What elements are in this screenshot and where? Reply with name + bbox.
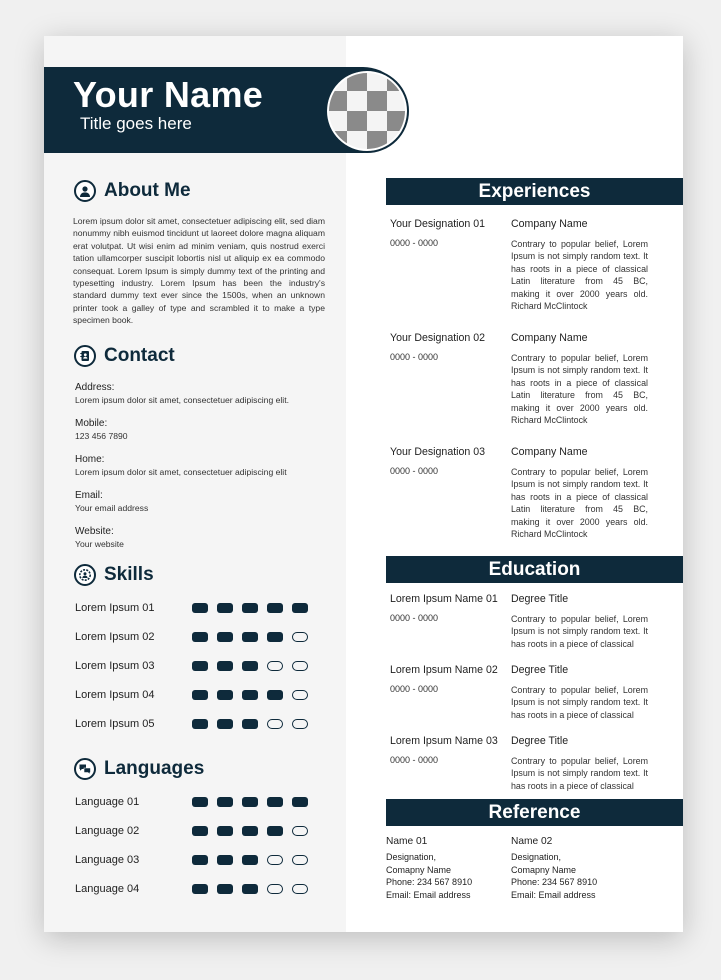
rating-dot-empty xyxy=(292,632,308,642)
experience-description: Contrary to popular belief, Lorem Ipsum is not simply random text. It has roots in a piece of classical Latin literature from 45 BC, making it over 2000 years old. Richard McClintock xyxy=(511,467,648,540)
experience-entry xyxy=(390,446,652,540)
experience-description: Contrary to popular belief, Lorem Ipsum is not simply random text. It has roots in a piece of classical Latin literature from 45 BC, making it over 2000 years old. Richard McClintock xyxy=(511,239,648,312)
gear-person-icon xyxy=(74,564,96,586)
skills-title: Skills xyxy=(104,564,154,585)
language-rating xyxy=(192,884,308,894)
reference-email: Email: Email address xyxy=(386,889,471,900)
experience-years: 0000 - 0000 xyxy=(390,352,439,362)
rating-dot-filled xyxy=(217,632,233,642)
user-icon xyxy=(74,180,96,202)
contact-website xyxy=(75,525,335,550)
rating-dot-filled xyxy=(267,797,283,807)
reference-designation: Designation, xyxy=(511,852,562,863)
contact-address xyxy=(75,381,335,406)
contact-title: Contact xyxy=(104,345,175,366)
rating-dot-empty xyxy=(292,884,308,894)
experience-company: Company Name xyxy=(511,332,588,344)
rating-dot-filled xyxy=(217,884,233,894)
education-degree: Degree Title xyxy=(511,664,569,676)
education-entry xyxy=(390,664,652,721)
education-years: 0000 - 0000 xyxy=(390,755,439,765)
contact-label: Website: xyxy=(75,526,114,537)
education-description: Contrary to popular belief, Lorem Ipsum is not simply random text. It has roots in a piece of classical xyxy=(511,756,648,791)
skills-heading xyxy=(74,564,154,586)
rating-dot-filled xyxy=(217,690,233,700)
skill-row xyxy=(75,659,315,673)
education-description: Contrary to popular belief, Lorem Ipsum is not simply random text. It has roots in a piece of classical xyxy=(511,685,648,720)
about-title: About Me xyxy=(104,180,191,201)
rating-dot-filled xyxy=(217,719,233,729)
rating-dot-filled xyxy=(292,603,308,613)
contact-email xyxy=(75,489,335,514)
contact-label: Email: xyxy=(75,490,103,501)
languages-title: Languages xyxy=(104,758,205,779)
rating-dot-filled xyxy=(217,797,233,807)
education-entry xyxy=(390,593,652,650)
education-years: 0000 - 0000 xyxy=(390,613,439,623)
skill-row xyxy=(75,630,315,644)
skill-label: Lorem Ipsum 03 xyxy=(75,660,155,672)
rating-dot-empty xyxy=(292,661,308,671)
experience-description: Contrary to popular belief, Lorem Ipsum is not simply random text. It has roots in a piece of classical Latin literature from 45 BC, making it over 2000 years old. Richard McClintock xyxy=(511,353,648,426)
rating-dot-filled xyxy=(217,826,233,836)
language-label: Language 02 xyxy=(75,825,140,837)
skill-label: Lorem Ipsum 04 xyxy=(75,689,155,701)
rating-dot-filled xyxy=(192,690,208,700)
person-title: Title goes here xyxy=(80,114,192,133)
contact-mobile xyxy=(75,417,335,442)
education-years: 0000 - 0000 xyxy=(390,684,439,694)
contact-label: Address: xyxy=(75,382,115,393)
contact-value: Your email address xyxy=(75,503,149,513)
reference-phone: Phone: 234 567 8910 xyxy=(386,877,473,888)
experience-years: 0000 - 0000 xyxy=(390,238,439,248)
education-entry xyxy=(390,735,652,792)
language-row xyxy=(75,795,315,809)
experience-designation: Your Designation 01 xyxy=(390,218,486,230)
education-school: Lorem Ipsum Name 01 xyxy=(390,593,498,605)
rating-dot-filled xyxy=(192,661,208,671)
reference-company: Comapny Name xyxy=(386,864,452,875)
contact-heading xyxy=(74,345,175,367)
language-rating xyxy=(192,797,308,807)
reference-name: Name 02 xyxy=(511,836,553,847)
skill-label: Lorem Ipsum 02 xyxy=(75,631,155,643)
rating-dot-filled xyxy=(242,855,258,865)
contact-value: Your website xyxy=(75,539,124,549)
skill-row xyxy=(75,601,315,615)
reference-card xyxy=(386,836,506,901)
reference-designation: Designation, xyxy=(386,852,437,863)
experience-company: Company Name xyxy=(511,446,588,458)
rating-dot-filled xyxy=(192,884,208,894)
experiences-bar: Experiences xyxy=(386,178,683,205)
language-row xyxy=(75,853,315,867)
skill-rating xyxy=(192,603,308,613)
reference-phone: Phone: 234 567 8910 xyxy=(511,877,598,888)
education-description: Contrary to popular belief, Lorem Ipsum is not simply random text. It has roots in a piece of classical xyxy=(511,614,648,649)
contact-label: Mobile: xyxy=(75,418,108,429)
rating-dot-filled xyxy=(192,855,208,865)
skill-row xyxy=(75,688,315,702)
rating-dot-filled xyxy=(292,797,308,807)
rating-dot-filled xyxy=(192,719,208,729)
language-label: Language 03 xyxy=(75,854,140,866)
language-row xyxy=(75,824,315,838)
education-bar: Education xyxy=(386,556,683,583)
contact-home xyxy=(75,453,335,478)
rating-dot-filled xyxy=(267,603,283,613)
languages-heading xyxy=(74,758,204,780)
education-school: Lorem Ipsum Name 03 xyxy=(390,735,498,747)
language-rating xyxy=(192,826,308,836)
rating-dot-filled xyxy=(267,690,283,700)
about-text: Lorem ipsum dolor sit amet, consectetuer adipiscing elit, sed diam nonummy nibh euismod tincidunt ut laoreet dolore magna aliquam erat volutpat. Ut wisi enim ad minim veniam, quis nostrud exerci tation ullamcorper suscipit lobortis nisl ut aliquip ex ea commodo consequat. Lorem Ipsum is simply dummy text of the printing and typesetting industry. Lorem Ipsum has been the industry's standard dummy text ever since the 1500s, when an unknown printer took a galley of type and scrambled it to make a type specimen book. xyxy=(73,216,325,326)
profile-photo-placeholder xyxy=(325,69,409,153)
education-degree: Degree Title xyxy=(511,735,569,747)
skill-rating xyxy=(192,719,308,729)
skill-row xyxy=(75,717,315,731)
skill-label: Lorem Ipsum 05 xyxy=(75,718,155,730)
reference-name: Name 01 xyxy=(386,836,428,847)
experience-company: Company Name xyxy=(511,218,588,230)
contact-value: 123 456 7890 xyxy=(75,431,128,441)
reference-card xyxy=(511,836,631,901)
rating-dot-filled xyxy=(242,632,258,642)
person-name: Your Name xyxy=(73,74,264,115)
rating-dot-filled xyxy=(217,661,233,671)
chat-bubbles-icon xyxy=(74,758,96,780)
experience-designation: Your Designation 02 xyxy=(390,332,486,344)
rating-dot-empty xyxy=(292,690,308,700)
contact-value: Lorem ipsum dolor sit amet, consectetuer adipiscing elit xyxy=(75,467,287,477)
language-label: Language 01 xyxy=(75,796,140,808)
language-row xyxy=(75,882,315,896)
education-degree: Degree Title xyxy=(511,593,569,605)
education-school: Lorem Ipsum Name 02 xyxy=(390,664,498,676)
reference-bar: Reference xyxy=(386,799,683,826)
address-book-icon xyxy=(74,345,96,367)
experience-entry xyxy=(390,218,652,312)
contact-label: Home: xyxy=(75,454,105,465)
skill-rating xyxy=(192,690,308,700)
rating-dot-empty xyxy=(267,855,283,865)
rating-dot-filled xyxy=(242,690,258,700)
experience-years: 0000 - 0000 xyxy=(390,466,439,476)
rating-dot-filled xyxy=(192,797,208,807)
rating-dot-filled xyxy=(217,855,233,865)
rating-dot-empty xyxy=(267,719,283,729)
about-heading xyxy=(74,180,191,202)
rating-dot-filled xyxy=(267,826,283,836)
language-rating xyxy=(192,855,308,865)
rating-dot-filled xyxy=(192,603,208,613)
language-label: Language 04 xyxy=(75,883,140,895)
rating-dot-filled xyxy=(242,884,258,894)
resume-page xyxy=(44,36,683,932)
rating-dot-filled xyxy=(242,661,258,671)
rating-dot-empty xyxy=(292,826,308,836)
skill-rating xyxy=(192,632,308,642)
reference-company: Comapny Name xyxy=(511,864,577,875)
skill-label: Lorem Ipsum 01 xyxy=(75,602,155,614)
rating-dot-filled xyxy=(217,603,233,613)
rating-dot-filled xyxy=(242,797,258,807)
rating-dot-empty xyxy=(267,661,283,671)
reference-email: Email: Email address xyxy=(511,889,596,900)
experience-designation: Your Designation 03 xyxy=(390,446,486,458)
rating-dot-empty xyxy=(267,884,283,894)
rating-dot-empty xyxy=(292,719,308,729)
rating-dot-filled xyxy=(242,826,258,836)
rating-dot-filled xyxy=(242,603,258,613)
rating-dot-empty xyxy=(292,855,308,865)
skill-rating xyxy=(192,661,308,671)
contact-value: Lorem ipsum dolor sit amet, consectetuer adipiscing elit. xyxy=(75,395,289,405)
rating-dot-filled xyxy=(267,632,283,642)
rating-dot-filled xyxy=(192,632,208,642)
rating-dot-filled xyxy=(242,719,258,729)
rating-dot-filled xyxy=(192,826,208,836)
experience-entry xyxy=(390,332,652,426)
